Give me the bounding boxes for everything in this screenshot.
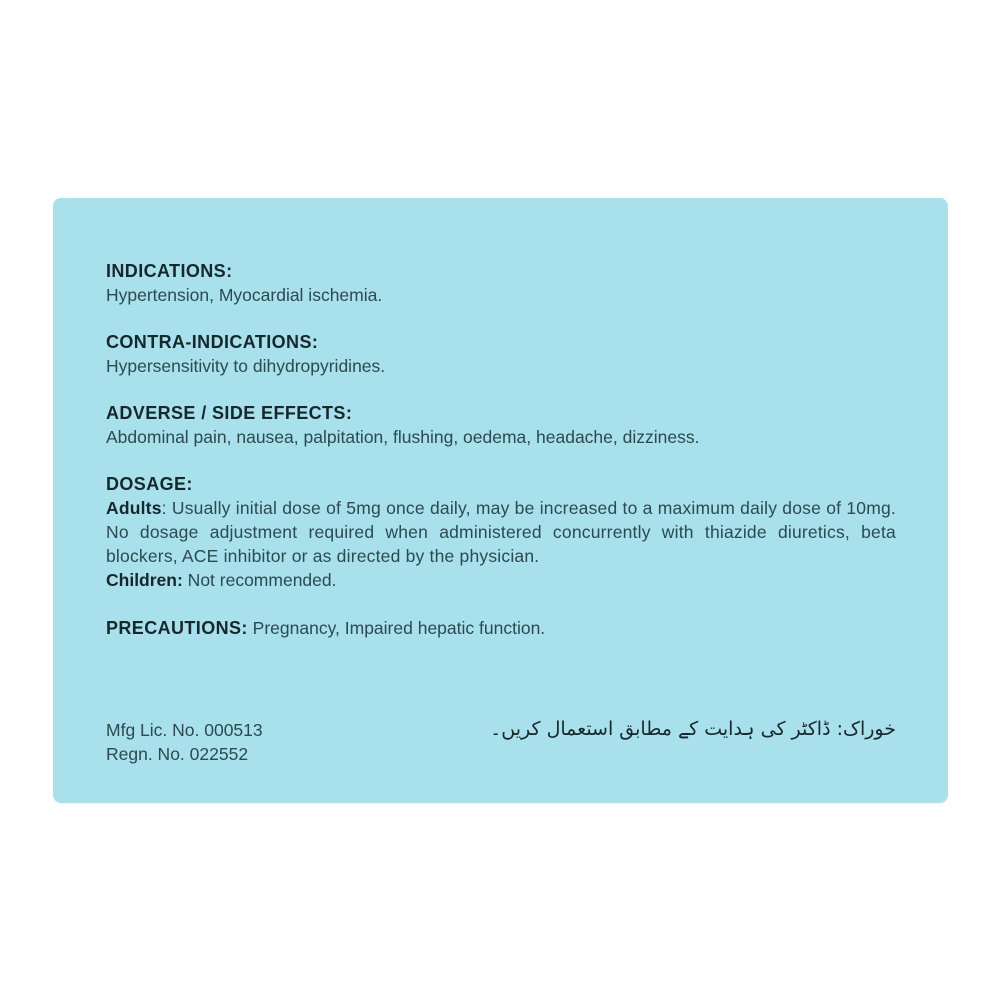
- dosage-adults: [106, 496, 896, 568]
- urdu-dosage-note: خوراک: ڈاکٹر کی ہدایت کے مطابق استعمال کریں۔: [490, 718, 896, 740]
- adults-text: : Usually initial dose of 5mg once daily, may be increased to a maximum daily dose of 10mg. No dosage adjustment required when administered concurrently with thiazide diuretics, beta blockers, ACE inhibitor or as directed by the physician.: [106, 498, 896, 566]
- contra-indications-heading: CONTRA-INDICATIONS:: [106, 332, 319, 352]
- precautions-label: PRECAUTIONS:: [106, 618, 248, 638]
- dosage-heading: DOSAGE:: [106, 474, 193, 494]
- precautions-section: [106, 616, 896, 640]
- mfg-license-number: Mfg Lic. No. 000513: [106, 720, 263, 740]
- adults-label: Adults: [106, 498, 162, 518]
- indications-heading: INDICATIONS:: [106, 261, 233, 281]
- registration-number: Regn. No. 022552: [106, 744, 249, 764]
- indications-section: [106, 260, 896, 307]
- children-text: Not recommended.: [182, 570, 337, 590]
- leaflet-card: [53, 198, 948, 803]
- footer: [106, 718, 896, 766]
- dosage-children: [106, 568, 896, 592]
- precautions-text: Pregnancy, Impaired hepatic function.: [247, 618, 546, 638]
- contra-indications-text: Hypersensitivity to dihydropyridines.: [106, 356, 386, 376]
- dosage-section: [106, 473, 896, 592]
- children-label: Children:: [106, 570, 183, 590]
- indications-text: Hypertension, Myocardial ischemia.: [106, 285, 383, 305]
- adverse-effects-text: Abdominal pain, nausea, palpitation, flushing, oedema, headache, dizziness.: [106, 427, 700, 447]
- adverse-effects-section: [106, 402, 896, 449]
- contra-indications-section: [106, 331, 896, 378]
- adverse-effects-heading: ADVERSE / SIDE EFFECTS:: [106, 403, 353, 423]
